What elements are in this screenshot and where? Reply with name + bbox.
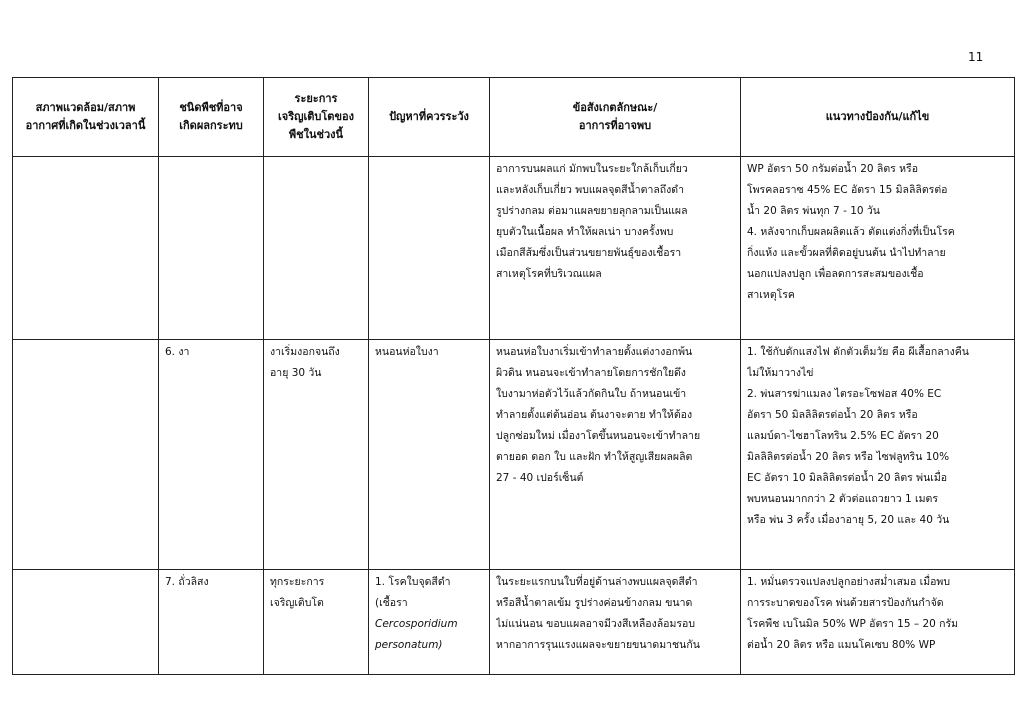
table-row xyxy=(13,157,1015,340)
cell-crop: 7. ถั่วลิสง xyxy=(159,570,264,675)
cell-symptoms: ในระยะแรกบนใบที่อยู่ด้านล่างพบแผลจุดสีดำ หรือสีน้ำตาลเข้ม รูปร่างค่อนข้างกลม ขนาด ไม่แน่นอน ขอบแผลอาจมีวงสีเหลืองล้อมรอบ หากอาการรุนแรงแผลจะขยายขนาดมาชนกัน xyxy=(490,570,741,675)
header-problem: ปัญหาที่ควรระวัง xyxy=(369,78,490,157)
cell-prevention: 1. หมั่นตรวจแปลงปลูกอย่างสม่ำเสมอ เมื่อพบ การระบาดของโรค พ่นด้วยสารป้องกันกำจัด โรคพืช เบโนมิล 50% WP อัตรา 15 – 20 กรัม ต่อน้ำ 20 ลิตร หรือ แมนโคเซบ 80% WP xyxy=(741,570,1015,675)
cell-stage: ทุกระยะการ เจริญเติบโต xyxy=(264,570,369,675)
header-growth-stage: ระยะการ เจริญเติบโตของ พืชในช่วงนี้ xyxy=(264,78,369,157)
cell-symptoms: อาการบนผลแก่ มักพบในระยะใกล้เก็บเกี่ยว และหลังเก็บเกี่ยว พบแผลจุดสีน้ำตาลถึงดำ รูปร่างกลม ต่อมาแผลขยายลุกลามเป็นแผล ยุบตัวในเนื้อผล ทำให้ผลเน่า บางครั้งพบ เมือกสีส้มซึ่งเป็นส่วนขยายพันธุ์ของเชื้อรา สาเหตุโรคที่บริเวณแผล xyxy=(490,157,741,340)
header-prevention: แนวทางป้องกัน/แก้ไข xyxy=(741,78,1015,157)
cell-problem: 1. โรคใบจุดสีดำ (เชื้อรา Cercosporidium personatum) xyxy=(369,570,490,675)
cell-prevention: 1. ใช้กับดักแสงไฟ ดักตัวเต็มวัย คือ ผีเสื้อกลางคืน ไม่ให้มาวางไข่ 2. พ่นสารฆ่าแมลง ไตรอะโซฟอส 40% EC อัตรา 50 มิลลิลิตรต่อน้ำ 20 ลิตร หรือ แลมบ์ดา-ไซฮาโลทริน 2.5% EC อัตรา 20 มิลลิลิตรต่อน้ำ 20 ลิตร หรือ ไซฟลูทริน 10% EC อัตรา 10 มิลลิลิตรต่อน้ำ 20 ลิตร พ่นเมื่อ พบหนอนมากกว่า 2 ตัวต่อแถวยาว 1 เมตร หรือ พ่น 3 ครั้ง เมื่องาอายุ 5, 20 และ 40 วัน xyxy=(741,340,1015,570)
page-number: 11 xyxy=(968,50,984,64)
cell-problem xyxy=(369,157,490,340)
table-row xyxy=(13,340,1015,570)
cell-environment xyxy=(13,157,159,340)
cell-problem: หนอนห่อใบงา xyxy=(369,340,490,570)
cell-environment xyxy=(13,570,159,675)
cell-crop: 6. งา xyxy=(159,340,264,570)
cell-environment xyxy=(13,340,159,570)
table-row xyxy=(13,570,1015,675)
header-environment: สภาพแวดล้อม/สภาพ อากาศที่เกิดในช่วงเวลานี้ xyxy=(13,78,159,157)
header-symptoms: ข้อสังเกตลักษณะ/ อาการที่อาจพบ xyxy=(490,78,741,157)
pest-management-table xyxy=(12,77,1015,675)
header-crop: ชนิดพืชที่อาจ เกิดผลกระทบ xyxy=(159,78,264,157)
table-header-row xyxy=(13,78,1015,157)
cell-crop xyxy=(159,157,264,340)
cell-prevention: WP อัตรา 50 กรัมต่อน้ำ 20 ลิตร หรือ โพรคลอราซ 45% EC อัตรา 15 มิลลิลิตรต่อ น้ำ 20 ลิตร พ่นทุก 7 - 10 วัน 4. หลังจากเก็บผลผลิตแล้ว ตัดแต่งกิ่งที่เป็นโรค กิ่งแห้ง และขั้วผลที่ติดอยู่บนต้น นำไปทำลาย นอกแปลงปลูก เพื่อลดการสะสมของเชื้อ สาเหตุโรค xyxy=(741,157,1015,340)
cell-stage: งาเริ่มงอกจนถึง อายุ 30 วัน xyxy=(264,340,369,570)
cell-symptoms: หนอนห่อใบงาเริ่มเข้าทำลายตั้งแต่งางอกพ้น ผิวดิน หนอนจะเข้าทำลายโดยการชักใยดึง ใบงามาห่อตัวไว้แล้วกัดกินใบ ถ้าหนอนเข้า ทำลายตั้งแต่ต้นอ่อน ต้นงาจะตาย ทำให้ต้อง ปลูกซ่อมใหม่ เมื่องาโตขึ้นหนอนจะเข้าทำลาย ตายอด ดอก ใบ และฝัก ทำให้สูญเสียผลผลิต 27 - 40 เปอร์เซ็นต์ xyxy=(490,340,741,570)
cell-stage xyxy=(264,157,369,340)
